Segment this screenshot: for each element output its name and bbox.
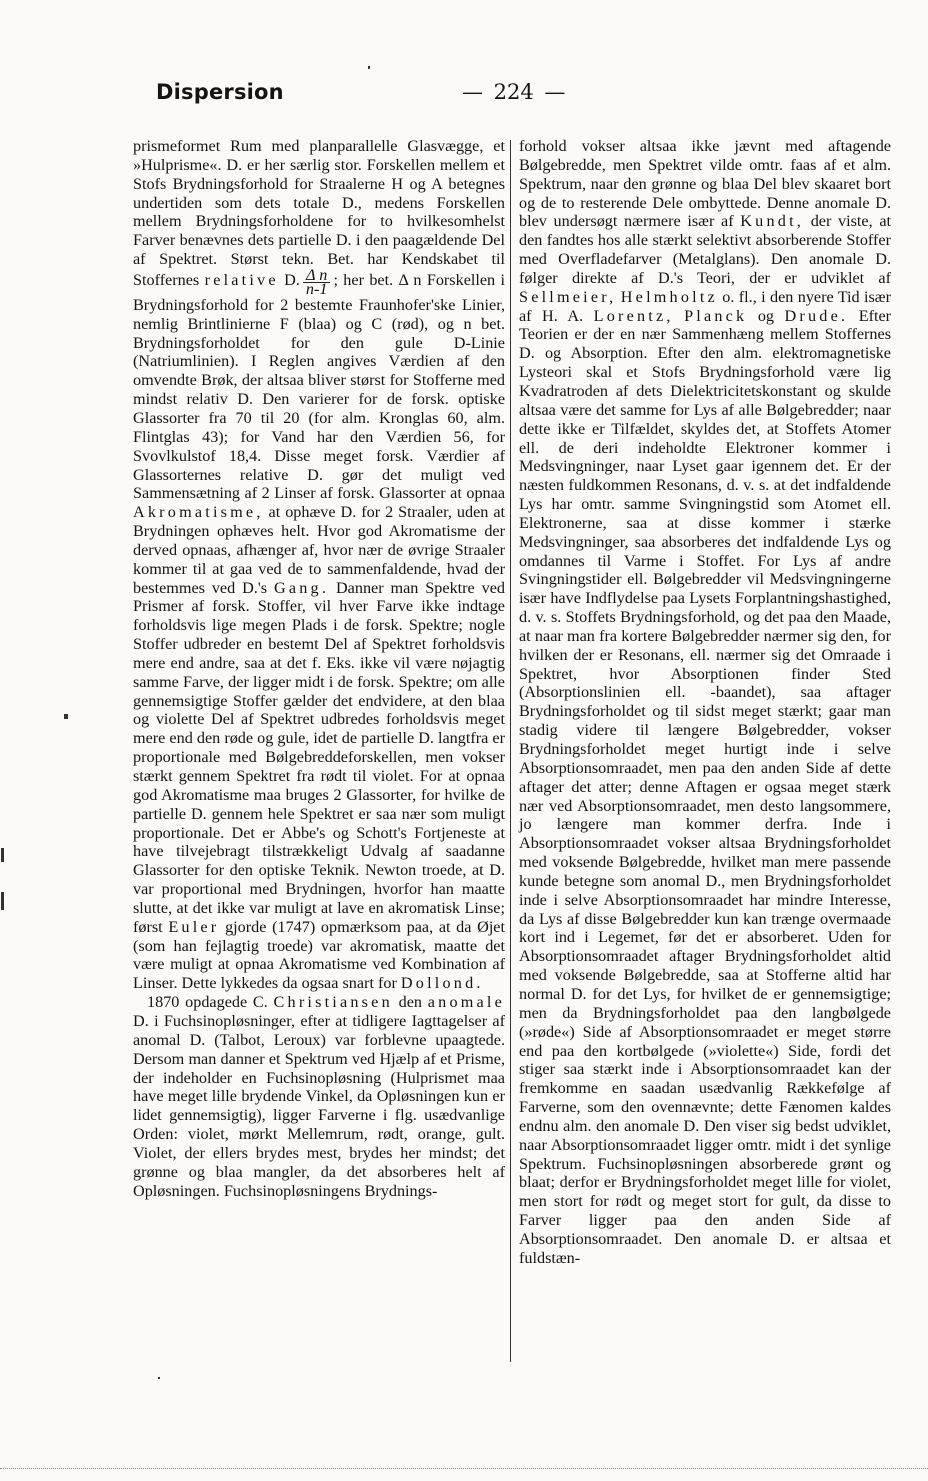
- spaced-name-euler: Euler: [168, 917, 220, 936]
- spaced-name-dollond: Dollond.: [400, 974, 484, 993]
- running-head-title: Dispersion: [156, 80, 284, 104]
- right-column: [519, 137, 891, 1268]
- paragraph-dispersion-relative: prismeformet Rum med planparallelle Glasvægge, et »Hulprisme«. D. er her særlig stor. Forskellen mellem et Stofs Brydningsforhold for Straalerne H og A betegnes undertiden som dets totale D., medens Forskellen mellem Brydningsforholdene for to hvilkesomhelst Farver benævnes dets partielle D. i den paagældende Del af Spektret. Størst tekn. Bet. har Kendskabet til Stoffernes relative D. $\frac{\text{Δ n}}{n-1}$ ; her bet. Δ n Forskellen i Brydningsforhold for 2 bestemte Fraunhofer'ske Linier, nemlig Brintlinierne F (blaa) og C (rød), og n bet. Brydningsforholdet for den gule D-Linie (Natriumlinien). I Reglen angives Værdien af den omvendte Brøk, der altsaa bliver størst for Stofferne med mindst relativ D. Den varierer for de forsk. optiske Glassorter fra 70 til 20 (for alm. Kronglas 60, alm. Flintglas 43); for Vand har den Værdien 56, for Svovlkulstof 18,4. Disse meget forsk. Værdier af Glassorternes relative D. gør det muligt ved Sammensætning af 2 Linser af forsk. Glassorter at opnaa Akromatisme, at ophæve D. for 2 Straaler, uden at Brydningen ophæves helt. Hvor god Akromatisme der derved opnaas, afhænger af, hvor nær de øvrige Straaler kommer til at gaa ved de to sammenfaldende, hvad der bestemmes ved D.'s Gang. Danner man Spektre ved Prismer af forsk. Stoffer, vil hver Farve ikke indtage forholdsvis lige megen Plads i de forsk. Spektre; nogle Stoffer udbreder en bestemt Del af Spektret forholdsvis mere end andre, saa at det f. Eks. ikke vil være nøjagtig samme Farve, der ligger midt i de forsk. Spektre; om alle gennemsigtige Stoffer gælder det endvidere, at den blaa og violette Del af Spektret udbredes forholdsvis meget mere end den røde og gule, idet de partielle D. langtfra er proportionale med Bølgebreddeforskellen, men vokser stærkt gennem Spektret fra rødt til violet. For at opnaa god Akromatisme maa bruges 2 Glassorter, for hvilke de partielle D. gennem hele Spektret er saa nær som muligt proportionale. Det er Abbe's og Schott's Fortjeneste at have tilvejebragt tilstrækkeligt Udvalg af saadanne Glassorter for den optiske Teknik. Newton troede, at D. var proportional med Brydningen, hvorfor han maatte slutte, at det ikke var muligt at lave en akromatisk Linse; først Euler gjorde (1747) opmærksom paa, at da Øjet (som han fejlagtig troede) var akromatisk, maatte det være muligt at opnaa Akromatisme ved Kombination af Linser. Dette lykkedes da ogsaa snart for Dollond.: [133, 137, 506, 993]
- left-column: [133, 137, 505, 1200]
- spaced-name-kundt: Kundt,: [740, 212, 805, 231]
- spaced-term-relative: relative: [204, 270, 279, 289]
- spaced-name-christiansen: Christiansen: [273, 993, 393, 1012]
- scan-speck: [1, 892, 4, 910]
- scan-speck: [368, 66, 370, 69]
- scan-edge-rule: [0, 1468, 928, 1470]
- paragraph-theory: forhold vokser altsaa ikke jævnt med aftagende Bølgebredde, men Spektret vilde omtr. faas af et alm. Spektrum, naar den grønne og blaa Del blev skaaret bort og de to resterende Dele ombyttede. Denne anomale D. blev undersøgt nærmere især af Kundt, der viste, at den fandtes hos alle stærkt selektivt absorberende Stoffer med Overfladefarver (Metalglans). Den anomale D. følger direkte af D.'s Teori, der er udviklet af Sellmeier, Helmholtz o. fl., i den nyere Tid især af H. A. Lorentz, Planck og Drude. Efter Teorien er der en nær Sammenhæng mellem Stoffernes D. og Absorption. Efter den alm. elektromagnetiske Lysteori skal et Stofs Brydningsforhold være lig Kvadratroden af dets Dielektricitetskonstant og skulde altsaa være det samme for Lys af alle Bølgebredder; naar dette ikke er Tilfældet, skyldes det, at Stoffets Atomer ell. de deri indeholdte Elektroner kommer i Medsvingninger, naar Lyset gaar igennem det. Er der næsten fuldkommen Resonans, d. v. s. at det indfaldende Lys har omtr. samme Svingningstid som Atomet ell. Elektronerne, saa at disse kommer i stærke Medsvingninger, saa absorberes det indfaldende Lys og omdannes til Varme i Stoffet. For Lys af andre Svingningstider ell. Bølgebredder vil Medsvingningerne især have Indflydelse paa Lysets Forplantningshastighed, d. v. s. Stoffets Brydningsforhold, og det paa den Maade, at naar man fra kortere Bølgebredder nærmer sig den, for hvilken der er Resonans, ell. nærmer sig det Omraade i Spektret, hvor Absorptionen finder Sted (Absorptionslinien ell. -baandet), saa aftager Brydningsforholdet og til sidst meget stærkt; gaar man stadig videre til længere Bølgebredder, vokser Brydningsforholdet meget hurtigt inde i selve Absorptionsomraadet, men paa den anden Side af dette aftager det atter; denne Aftagen er ogsaa meget stærk nær ved Absorptionsomraadet, men desto langsommere, jo længere man kommer derfra. Inde i Absorptionsomraadet vokser altsaa Brydningsforholdet med voksende Bølgebredde, hvilket man mere passende kunde betegne som anomal D., men Brydningsforholdet inde i selve Absorptionsomraadet har mindre Interesse, da Lys af disse Bølgebredder kun kan trænge overmaade kort ind i Legemet, før det er absorberet. Uden for Absorptionsomraadet aftager Brydningsforholdet altid med voksende Bølgebredde, saa at Stofferne altid har normal D. for det Lys, for hvilket de er gennemsigtige; men da Brydningsforholdet paa den langbølgede (»røde«) Side af Absorptionsomraadet er meget større end paa den kortbølgede (»violette«) Side, fordi det stiger saa stærkt inde i Absorptionsomraadet kan der fremkomme en saadan usædvanlig Rækkefølge af Farverne, som den ovennævnte; dette Fænomen kaldes endnu alm. den anomale D. Den viser sig bedst udviklet, naar Absorptionsomraadet ligger omtr. midt i det synlige Spektrum. Fuchsinopløsningen absorberede grønt og blaat; derfor er Brydningsforholdet meget lille for violet, men stort for rødt og meget stort for gult, da disse to Farver ligger paa den anden Side af Absorptionsomraadet. Den anomale D. er altsaa et fuldstæn-: [519, 137, 892, 1267]
- spaced-term-gang: Gang.: [273, 578, 330, 597]
- fraction-delta-n-over-n-minus-1: $\frac{\text{Δ n}}{n-1}$: [303, 269, 331, 296]
- spaced-name-sellmeier: Sellmeier,: [519, 287, 617, 306]
- spaced-name-helmholtz: Helmholtz: [620, 287, 718, 306]
- paragraph-anomalous-dispersion: 1870 opdagede C. Christiansen den anomale D. i Fuchsinopløsninger, efter at tidligere Iagttagelser af anomal D. (Talbot, Leroux) var forblevne upaagtede. Dersom man danner et Spektrum ved Hjælp af et Prisme, der indeholder en Fuchsinopløsning (Hulprismet maa have meget lille brydende Vinkel, da Opløsningen kun er lidet gennemsigtig), ligger Farverne i flg. usædvanlige Orden: violet, mørkt Mellemrum, rødt, orange, gult. Violet, der ellers brydes mest, brydes her mindst; det grønne og blaa mangler, da det absorberes helt af Opløsningen. Fuchsinopløsningens Brydnings-: [133, 993, 506, 1200]
- scan-speck: [1, 848, 4, 862]
- column-divider: [510, 140, 511, 1362]
- scan-speck: [158, 1377, 160, 1379]
- spaced-term-anomale: anomale: [427, 993, 506, 1012]
- scan-speck: [64, 714, 68, 719]
- spaced-name-drude: Drude.: [784, 306, 849, 325]
- spaced-name-planck: Planck: [684, 306, 748, 325]
- spaced-name-lorentz: Lorentz,: [593, 306, 674, 325]
- page-number: — 224 —: [462, 80, 566, 104]
- spaced-term-akromatisme: Akromatisme,: [133, 503, 264, 522]
